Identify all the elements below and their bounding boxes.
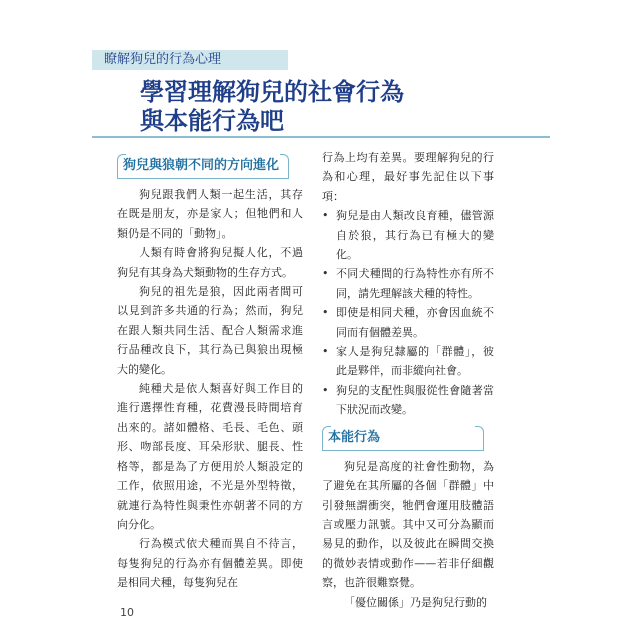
page-title [140,78,560,136]
list-item: • 即使是相同犬種，亦會因血統不同而有個體差異。 [322,303,494,342]
list-item: • 狗兒的支配性與服從性會隨著當下狀況而改變。 [322,381,494,420]
title-line-2: 與本能行為吧 [140,107,284,135]
section-heading-evolution: 狗兒與狼朝不同的方向進化 [117,154,289,179]
paragraph: 狗兒跟我們人類一起生活，其存在既是朋友，亦是家人；但牠們和人類仍是不同的「動物」。 [117,188,303,240]
paragraph: 行為上均有差異。要理解狗兒的行為和心理，最好事先記住以下事項： [322,151,494,203]
list-item: • 家人是狗兒隸屬的「群體」，彼此是夥伴，而非縱向社會。 [322,342,494,381]
paragraph: 狗兒的祖先是狼，因此兩者間可以見到許多共通的行為；然而，狗兒在跟人類共同生活、配合人類需求進行品種改良下，其行為已與狼出現極大的變化。 [117,285,303,376]
paragraph: 人類有時會將狗兒擬人化，不過狗兒有其身為犬類動物的生存方式。 [117,246,303,279]
paragraph: 狗兒是高度的社會性動物，為了避免在其所屬的各個「群體」中引發無謂衝突，牠們會運用肢體語言或壓力訊號。其中又可分為顯而易見的動作，以及彼此在瞬間交換的微妙表情或動作——若非仔細觀察，也許很難察覺。 [322,459,494,590]
paragraph: 行為模式依犬種而異自不待言，每隻狗兒的行為亦有個體差異。即使是相同犬種，每隻狗兒在 [117,537,303,590]
category-banner: 瞭解狗兒的行為心理 [92,50,288,70]
list-item: • 不同犬種間的行為特性亦有所不同，請先理解該犬種的特性。 [322,264,494,303]
paragraph: 「優位關係」乃是狗兒行動的 [344,595,487,609]
title-line-1: 學習理解狗兒的社會行為 [140,78,404,106]
page-number: 10 [120,606,134,619]
paragraph: 純種犬是依人類喜好與工作目的進行選擇性育種，花費漫長時間培育出來的。諸如體格、毛長、毛色、頭形、吻部長度、耳朵形狀、腿長、性格等，都是為了方便用於人類設定的工作，依照用途，不光是外型特徵，就連行為特性與秉性亦朝著不同的方向分化。 [117,382,303,531]
right-column [322,148,494,612]
section-heading-instinct: 本能行為 [322,426,484,451]
left-column [117,150,303,593]
list-item: • 狗兒是由人類改良育種，儘管源自於狼，其行為已有極大的變化。 [322,206,494,264]
key-points-list [322,206,494,419]
title-divider [92,136,550,138]
